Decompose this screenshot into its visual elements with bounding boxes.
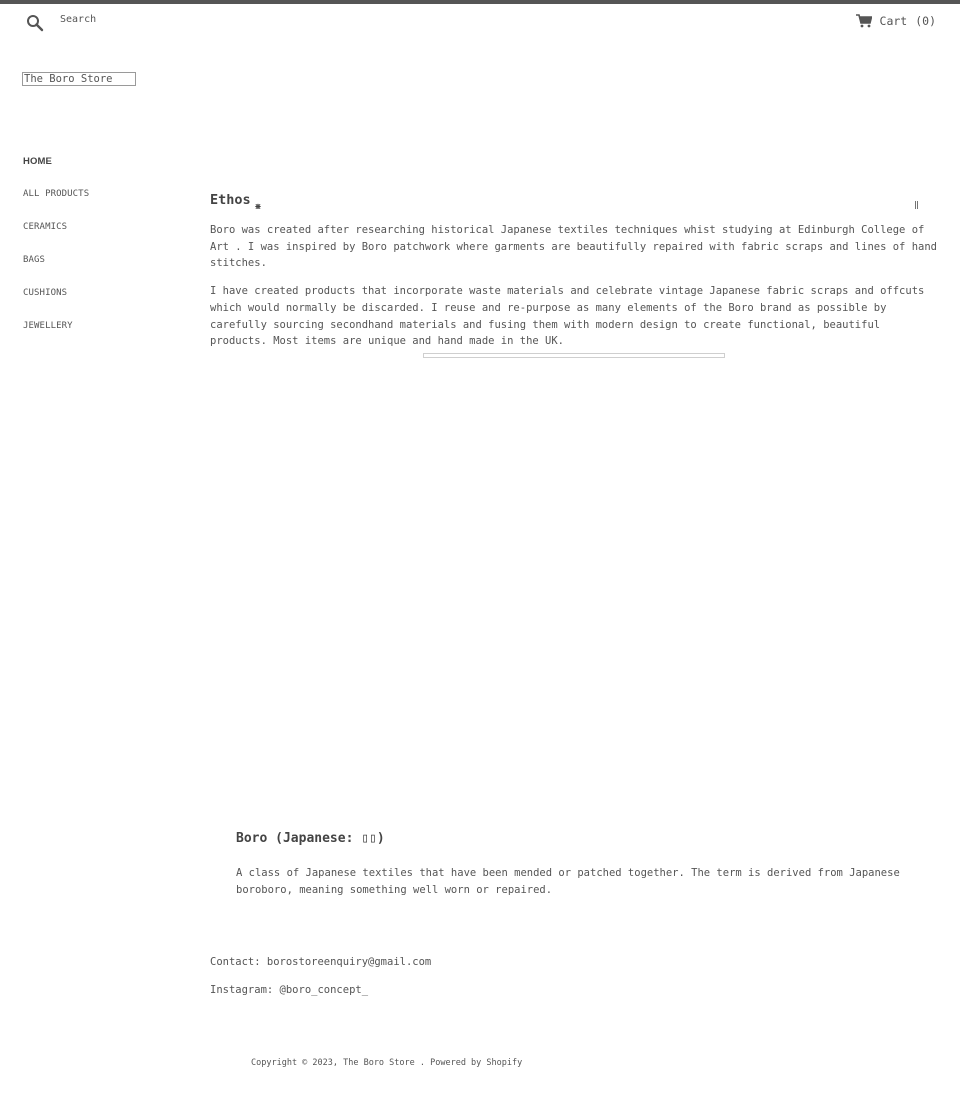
top-accent-bar	[0, 0, 960, 4]
ethos-paragraph-1: Boro was created after researching historical Japanese textiles techniques whist studying at Edinburgh College of Art . I was inspired by Boro patchwork where garments are beautifully repaired with fabric scraps and lines of hand stitches.	[210, 224, 937, 270]
search-input[interactable]: Search	[60, 14, 97, 25]
sidebar-nav	[23, 156, 89, 354]
cart-label: Cart	[879, 14, 908, 28]
contact-info	[210, 955, 431, 1011]
contact-instagram[interactable]: Instagram: @boro_concept_	[210, 984, 369, 996]
cart-icon	[856, 14, 872, 28]
ethos-paragraph-2: I have created products that incorporate waste materials and celebrate vintage Japanese fabric scraps and offcuts which would normally be discarded. I reuse and re-purpose as many elements of the Boro brand as possible by carefully sourcing secondhand materials and fusing them with modern design to create functional, beautiful products. Most items are unique and hand made in the UK.	[210, 285, 925, 348]
page-heading	[210, 190, 938, 222]
nav-item-bags[interactable]: BAGS	[23, 255, 46, 265]
cart-count: (0)	[915, 14, 936, 28]
page-heading-text: Ethos	[210, 192, 251, 208]
nav-item-jewellery[interactable]: JEWELLERY	[23, 321, 73, 331]
contact-email[interactable]: Contact: borostoreenquiry@gmail.com	[210, 956, 432, 968]
nav-item-home[interactable]: HOME	[23, 156, 52, 167]
search-icon[interactable]	[26, 14, 44, 32]
boro-definition	[236, 829, 916, 898]
decorative-glyph: ‖	[914, 200, 919, 209]
nav-item-ceramics[interactable]: CERAMICS	[23, 222, 68, 232]
store-logo[interactable]: The Boro Store	[22, 72, 136, 86]
heading-glyph: ⋇	[254, 202, 262, 211]
nav-item-all-products[interactable]: ALL PRODUCTS	[23, 189, 90, 199]
main-content	[210, 190, 938, 361]
nav-item-cushions[interactable]: CUSHIONS	[23, 288, 68, 298]
image-placeholder-bar	[423, 353, 725, 358]
cart-link[interactable]	[856, 14, 936, 28]
boro-title: Boro (Japanese: ▯▯)	[236, 831, 385, 846]
boro-description: A class of Japanese textiles that have been mended or patched together. The term is derived from Japanese boroboro, meaning something well worn or repaired.	[236, 867, 900, 896]
copyright: Copyright © 2023, The Boro Store . Powered by Shopify	[251, 1058, 523, 1068]
